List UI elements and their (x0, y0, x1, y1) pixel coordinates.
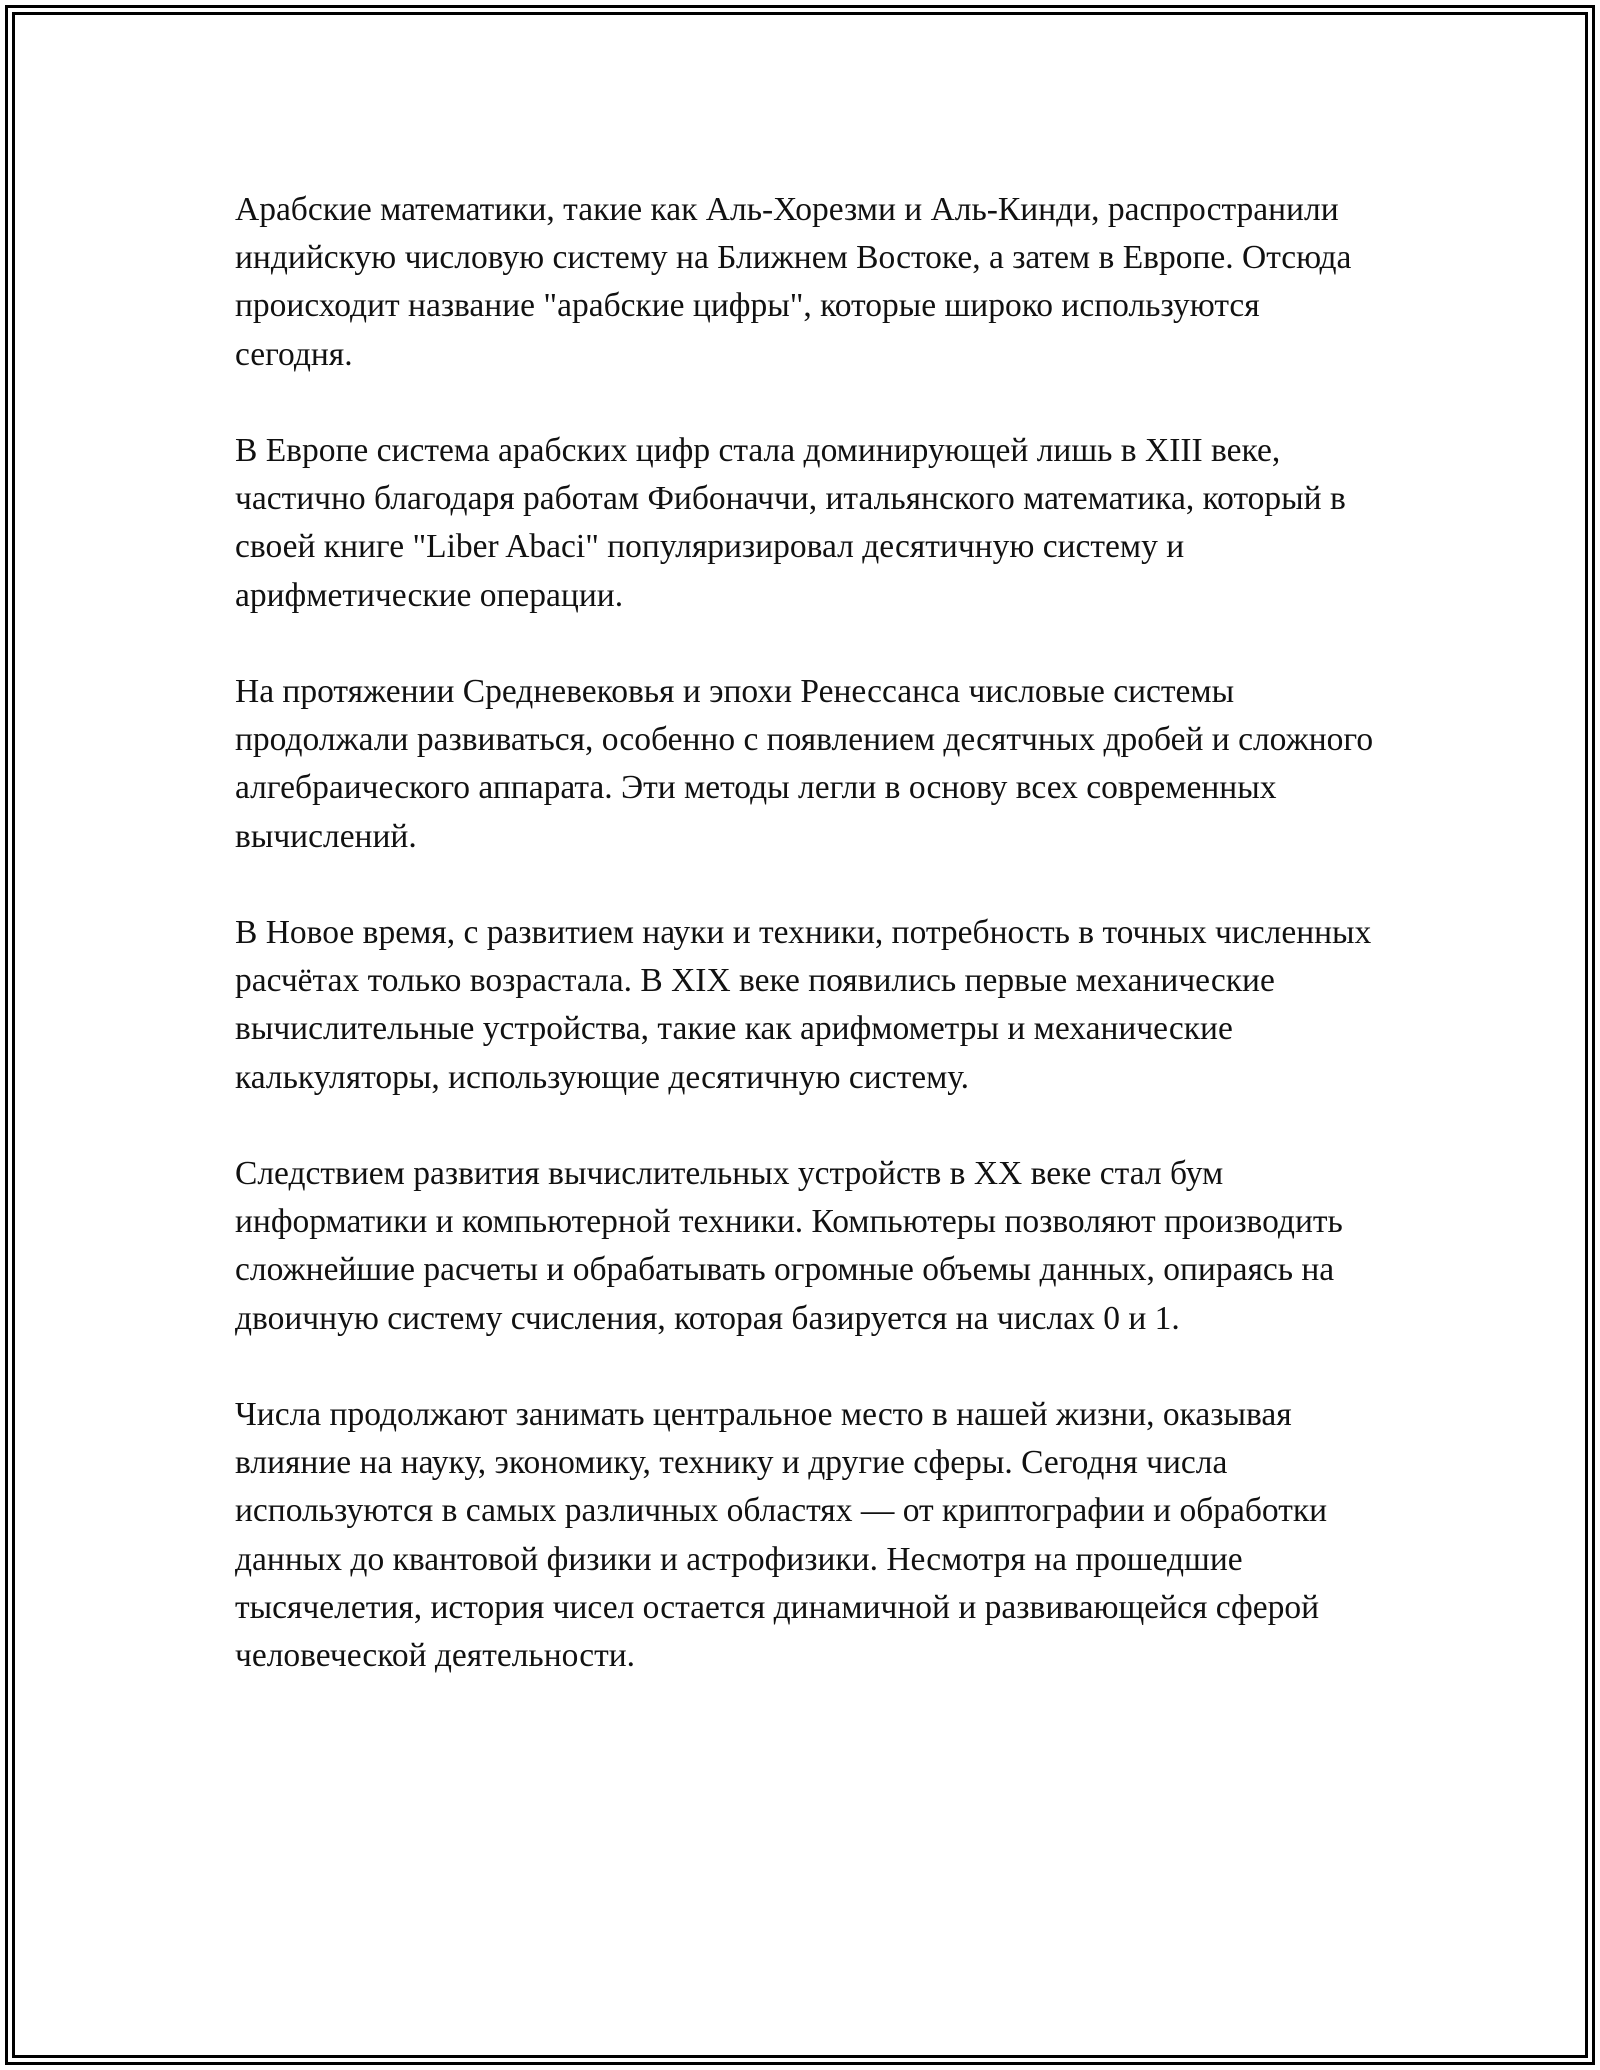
paragraph-middle-ages-renaissance: На протяжении Средневековья и эпохи Ренессанса числовые системы продолжали развиваться, особенно с появлением десятчных дробей и сложного алгебраического аппарата. Эти методы легли в основу всех современных вычислений. (235, 673, 1374, 855)
paragraph-modern-era: В Новое время, с развитием науки и техники, потребность в точных численных расчётах только возрастала. В XIX веке появились первые механические вычислительные устройства, такие как арифмометры и механические калькуляторы, использующие десятичную систему. (235, 914, 1372, 1096)
paragraph-twentieth-century: Следствием развития вычислительных устройств в XX веке стал бум информатики и компьютерной техники. Компьютеры позволяют производить сложнейшие расчеты и обрабатывать огромные объемы данных, опираясь на двоичную систему счисления, которая базируется на числах 0 и 1. (235, 1155, 1343, 1337)
paragraph-europe-fibonacci: В Европе система арабских цифр стала доминирующей лишь в XIII веке, частично благодаря работам Фибоначчи, итальянского математика, который в своей книге "Liber Abaci" популяризировал десятичную систему и арифметические операции. (235, 432, 1346, 614)
document-body (235, 186, 1375, 1728)
paragraph-arabic-mathematicians: Арабские математики, такие как Аль-Хорезми и Аль-Кинди, распространили индийскую числовую систему на Ближнем Востоке, а затем в Европе. Отсюда происходит название "арабские цифры", которые широко используются сегодня. (235, 191, 1352, 373)
paragraph-conclusion: Числа продолжают занимать центральное место в нашей жизни, оказывая влияние на науку, экономику, технику и другие сферы. Сегодня числа используются в самых различных областях — от криптографии и обработки данных до квантовой физики и астрофизики. Несмотря на прошедшие тысячелетия, история чисел остается динамичной и развивающейся сферой человеческой деятельности. (235, 1396, 1328, 1675)
